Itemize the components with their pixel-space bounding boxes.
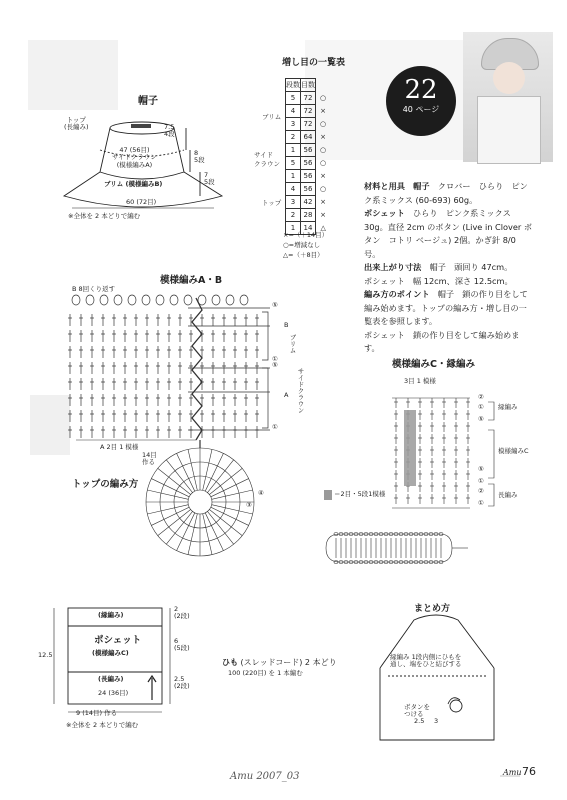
pattern-c-mark-3: ⑤: [478, 415, 484, 423]
size-pochette: ポシェット 幅 12cm、深さ 12.5cm。: [364, 275, 513, 286]
increase-stitch-count: 72: [301, 118, 316, 131]
pattern-c-mark-7: ①: [478, 499, 484, 507]
increase-row-count: 1: [286, 170, 301, 183]
materials-heading: 材料と用具: [364, 181, 405, 191]
top-row-mark-3: ③: [246, 501, 252, 509]
pattern-ab-chart: [68, 295, 270, 440]
finish-button: ボタンを つける: [404, 703, 430, 719]
picot-loop: [72, 295, 80, 305]
picot-loop: [114, 295, 122, 305]
pattern-c-edge-top: 縁編み: [498, 403, 518, 411]
chain-strip: [326, 533, 468, 564]
increase-table-row: [286, 144, 331, 157]
hat-dim-top: 7.5 4段: [164, 123, 175, 139]
increase-group-top: トップ: [262, 199, 282, 207]
increase-row-count: 4: [286, 105, 301, 118]
hat-title: 帽子: [138, 96, 158, 107]
pattern-c-legend-swatch: [324, 490, 332, 500]
footer-brand: Amu: [503, 768, 522, 777]
increase-stitch-count: 28: [301, 209, 316, 222]
increase-stitch-count: 56: [301, 144, 316, 157]
badge-number: 22: [404, 75, 438, 105]
hat-top-label: トップ (長編み): [64, 116, 89, 132]
increase-legend-1: ×=（＋14目）: [283, 231, 329, 239]
increase-mark: ○: [319, 159, 327, 167]
round-stitch: [147, 505, 188, 514]
increase-mark: ○: [319, 185, 327, 193]
round-stitch: [147, 490, 188, 499]
points-heading: 編み方のポイント: [364, 289, 430, 299]
pattern-c-mark-5: ①: [478, 477, 484, 485]
top-row-mark-4: ④: [258, 489, 264, 497]
pochette-note: ※全体を 2 本どりで編む: [66, 721, 139, 729]
strap-sub: (スレッドコード) 2 本どり: [240, 658, 337, 667]
pattern-c-edge-bottom: 長編み: [498, 491, 518, 499]
increase-table-row: [286, 170, 331, 183]
increase-row-count: 1: [286, 144, 301, 157]
increase-table-row: [286, 209, 331, 222]
round-stitch: [203, 514, 212, 555]
increase-stitch-count: 64: [301, 131, 316, 144]
increase-stitch-count: 72: [301, 92, 316, 105]
increase-table: [285, 78, 331, 235]
picot-loop: [100, 295, 108, 305]
footer-page: 76: [522, 765, 536, 778]
increase-group-side: サイド クラウン: [254, 151, 280, 168]
increase-row-count: 1: [286, 222, 301, 235]
increase-mark: ×: [320, 133, 326, 141]
points-pochette: ポシェット 鎖の作り目をして編み始めます。: [364, 329, 520, 353]
pattern-c-repeat: 3目 1 模様: [404, 377, 436, 385]
pochette-height: 12.5: [38, 651, 53, 659]
picot-loop: [142, 295, 150, 305]
materials-block: [364, 180, 534, 356]
materials-pochette-label: ポシェット: [364, 208, 405, 218]
pochette-dim-right-2: 6 (5段): [174, 637, 190, 653]
pochette-bottom: 9 (14目) 作る: [76, 709, 118, 717]
pattern-ab-row-mark-1: ⑤: [272, 301, 278, 309]
strap-line-1: [222, 658, 337, 667]
pattern-ab-repeat: B 8回くり返す: [72, 285, 116, 293]
hat-brim-label: ブリム (模様編みB): [104, 180, 163, 188]
round-stitch: [203, 449, 212, 490]
pattern-ab-row-mark-2: ①: [272, 355, 278, 363]
increase-stitch-count: 56: [301, 183, 316, 196]
hat-top-mark: [131, 124, 151, 128]
increase-mark: ×: [320, 211, 326, 219]
round-stitch: [212, 490, 253, 499]
increase-row-count: 3: [286, 196, 301, 209]
finish-title: まとめ方: [414, 604, 451, 614]
increase-table-row: [286, 92, 331, 105]
pattern-c-mark-2: ①: [478, 403, 484, 411]
pattern-c-highlight: [404, 410, 416, 486]
pochette-dim-right-3: 2.5 (2段): [174, 675, 190, 691]
pochette-width: 24 (36目): [98, 689, 129, 697]
increase-table-header-stitches: 目数: [301, 79, 316, 92]
increase-table-row: [286, 196, 331, 209]
picot-loop: [212, 295, 220, 305]
pattern-ab-row-mark-4: ①: [272, 423, 278, 431]
badge-page-ref: 40 ページ: [402, 105, 440, 114]
increase-row-count: 4: [286, 183, 301, 196]
increase-table-row: [286, 183, 331, 196]
increase-row-count: 3: [286, 118, 301, 131]
picot-loop: [240, 295, 248, 305]
pochette-edge-label: (縁編み): [98, 611, 124, 619]
increase-table-row: [286, 131, 331, 144]
pattern-ab-row-mark-3: ⑤: [272, 361, 278, 369]
picot-loop: [128, 295, 136, 305]
page-number-badge: [386, 66, 456, 136]
increase-table-row: [286, 118, 331, 131]
strap-title: ひも: [222, 658, 238, 667]
picot-loop: [170, 295, 178, 305]
increase-stitch-count: 42: [301, 196, 316, 209]
points-hat: 帽子 鎖の作り目をして編み始めます。トップの編み方・増し目の一覧表を参照します。: [364, 289, 528, 326]
increase-group-brim: ブリム: [262, 113, 282, 121]
pattern-ab-title: 模様編みA・B: [160, 275, 223, 286]
round-stitch: [188, 514, 197, 555]
increase-mark: ○: [319, 120, 327, 128]
top-diagram-label: 14目 作る: [142, 451, 157, 467]
increase-mark: ×: [320, 198, 326, 206]
pattern-c-title: 模様編みC・縁編み: [392, 359, 475, 370]
cardigan-in-photo: [477, 96, 541, 164]
materials-hat-text: クロバー ひらり ピンク系ミックス (60-693) 60g。: [364, 181, 528, 205]
finish-dim-2: 3: [434, 717, 439, 725]
increase-mark: ○: [319, 94, 327, 102]
hat-bottom-dim: 60 (72目): [126, 198, 157, 206]
increase-row-count: 2: [286, 131, 301, 144]
increase-mark: ○: [319, 146, 327, 154]
increase-row-count: 2: [286, 209, 301, 222]
increase-mark: ×: [320, 172, 326, 180]
materials-hat-label: 帽子: [413, 181, 430, 191]
size-hat: 帽子 頭回り 47cm。: [429, 262, 513, 272]
hat-dim-side: 8 5段: [194, 149, 205, 165]
finish-dim-1: 2.5: [414, 717, 425, 725]
increase-table-title: 増し目の一覧表: [282, 58, 346, 68]
pattern-ab-brim: ブリム: [288, 334, 297, 354]
pattern-c-legend: ＝2目・5段1模様: [334, 490, 386, 498]
pochette-main-sub: (模様編みC): [92, 649, 129, 657]
picot-loop: [226, 295, 234, 305]
increase-table-header-rows: 段数: [286, 79, 301, 92]
pattern-c-main: 模様編みC: [498, 447, 529, 455]
picot-loop: [86, 295, 94, 305]
increase-legend-3: △=（＋8目）: [283, 251, 324, 259]
top-diagram-title: トップの編み方: [72, 479, 139, 490]
increase-stitch-count: 56: [301, 170, 316, 183]
increase-table-row: [286, 157, 331, 170]
picot-loop: [156, 295, 164, 305]
round-stitch: [188, 449, 197, 490]
hat-note: ※全体を 2 本どりで編む: [68, 212, 141, 220]
pochette-main-label: ポシェット: [94, 635, 142, 646]
pattern-ab-side: サイドクラウン: [296, 368, 305, 414]
increase-mark: ×: [320, 107, 326, 115]
size-heading: 出来上がり寸法: [364, 262, 422, 272]
pattern-ab-a: A: [284, 391, 289, 399]
model-photo: [463, 32, 553, 162]
increase-stitch-count: 14: [301, 222, 316, 235]
hat-dim-brim: 7 5段: [204, 171, 215, 187]
hat-crown-label: 47 (56目) サイドクラウン (模様編みA): [112, 146, 157, 169]
top-circle-chart: [146, 440, 254, 556]
finish-note: 縁編み 1段内側にひもを 通し、端をひと結びする: [390, 653, 462, 669]
increase-table-row: [286, 105, 331, 118]
increase-legend-2: ○=増減なし: [283, 241, 321, 249]
pattern-c-mark-6: ②: [478, 487, 484, 495]
increase-row-count: 5: [286, 92, 301, 105]
increase-stitch-count: 56: [301, 157, 316, 170]
pattern-c-mark-4: ⑤: [478, 465, 484, 473]
increase-stitch-count: 72: [301, 105, 316, 118]
strap-detail: 100 (220目) を 1 本編む: [228, 669, 303, 677]
pattern-ab-repeat-bottom: A 2目 1 模様: [100, 443, 139, 451]
pattern-c-mark-1: ②: [478, 393, 484, 401]
increase-row-count: 5: [286, 157, 301, 170]
picot-loop: [184, 295, 192, 305]
pattern-ab-b: B: [284, 321, 289, 329]
pochette-dim-right-1: 2 (2段): [174, 605, 190, 621]
face-in-photo: [493, 62, 525, 94]
pochette-long-label: (長編み): [98, 675, 124, 683]
materials-pochette-text: ひらり ピンク系ミックス 30g。直径 2cm のボタン (Live in Clover ボタン コトリ ベージュ) 2個。かぎ針 8/0 号。: [364, 208, 533, 259]
increase-mark: △: [320, 224, 326, 232]
footer-magazine: Amu 2007_03: [230, 771, 300, 782]
